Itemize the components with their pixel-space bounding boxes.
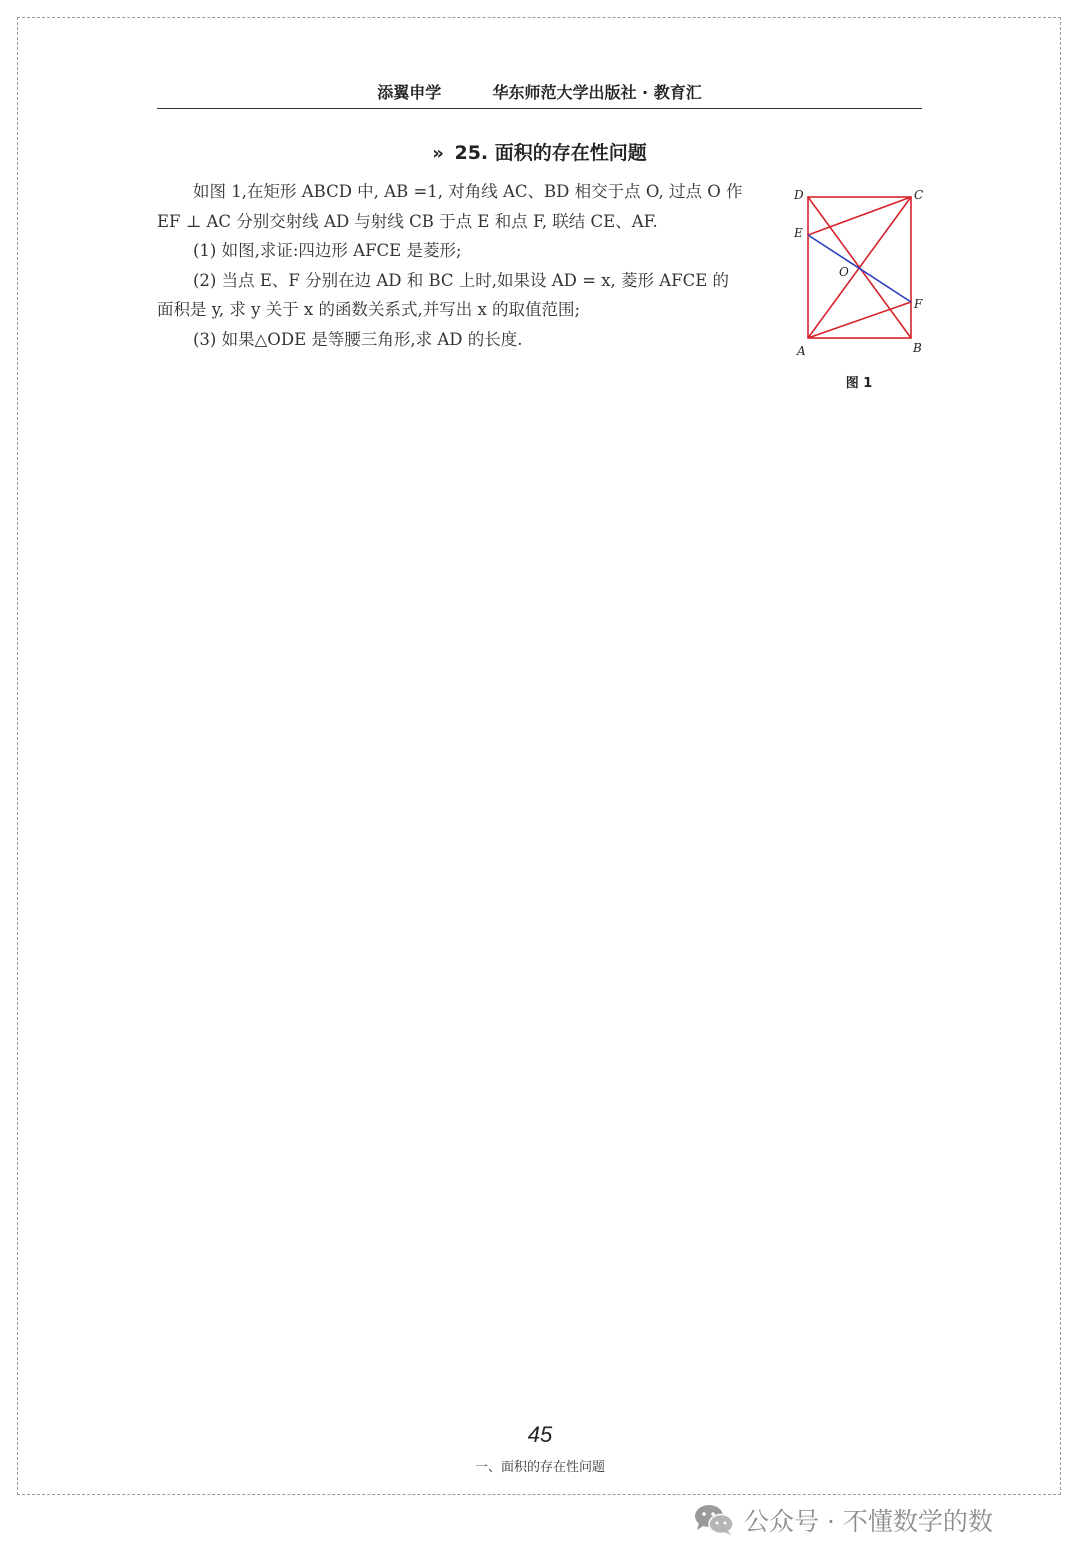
geometry-diagram <box>786 180 932 370</box>
label-c: C <box>914 188 924 202</box>
question-1: (1) 如图,求证:四边形 AFCE 是菱形; <box>193 241 462 260</box>
segment-af <box>808 302 911 338</box>
label-a: A <box>797 344 806 358</box>
chevron-icon: » <box>432 143 444 164</box>
segment-ce <box>808 197 911 235</box>
problem-intro-line-2: EF ⊥ AC 分别交射线 AD 与射线 CB 于点 E 和点 F, 联结 CE、AF. <box>157 211 658 231</box>
page-header <box>157 82 922 109</box>
watermark-text: 公众号 · 不懂数学的数 <box>744 1507 993 1536</box>
figure-1 <box>786 180 932 395</box>
problem-title <box>157 140 922 167</box>
watermark <box>694 1500 993 1540</box>
label-d: D <box>794 188 804 202</box>
problem-intro-line-1: 如图 1,在矩形 ABCD 中, AB =1, 对角线 AC、BD 相交于点 O, 过点 O 作 <box>193 182 743 201</box>
label-f: F <box>914 297 923 311</box>
label-o: O <box>839 265 849 279</box>
header-publisher: 华东师范大学出版社 · 教育汇 <box>492 83 702 102</box>
wechat-icon <box>694 1503 734 1537</box>
header-brand: 添翼申学 <box>377 83 442 102</box>
figure-caption: 图 1 <box>845 376 873 391</box>
page-number: 45 <box>527 1422 553 1447</box>
footer-section-title: 一、面积的存在性问题 <box>474 1460 605 1475</box>
label-b: B <box>913 341 922 355</box>
question-2-line-2: 面积是 y, 求 y 关于 x 的函数关系式,并写出 x 的取值范围; <box>157 300 581 319</box>
question-2-line-1: (2) 当点 E、F 分别在边 AD 和 BC 上时,如果设 AD = x, 菱形 AFCE 的 <box>193 270 730 290</box>
problem-title-text: 25. 面积的存在性问题 <box>454 142 647 164</box>
label-e: E <box>794 226 803 240</box>
problem-body <box>157 177 772 354</box>
question-3: (3) 如果△ODE 是等腰三角形,求 AD 的长度. <box>193 329 523 349</box>
segment-ef <box>808 235 911 302</box>
